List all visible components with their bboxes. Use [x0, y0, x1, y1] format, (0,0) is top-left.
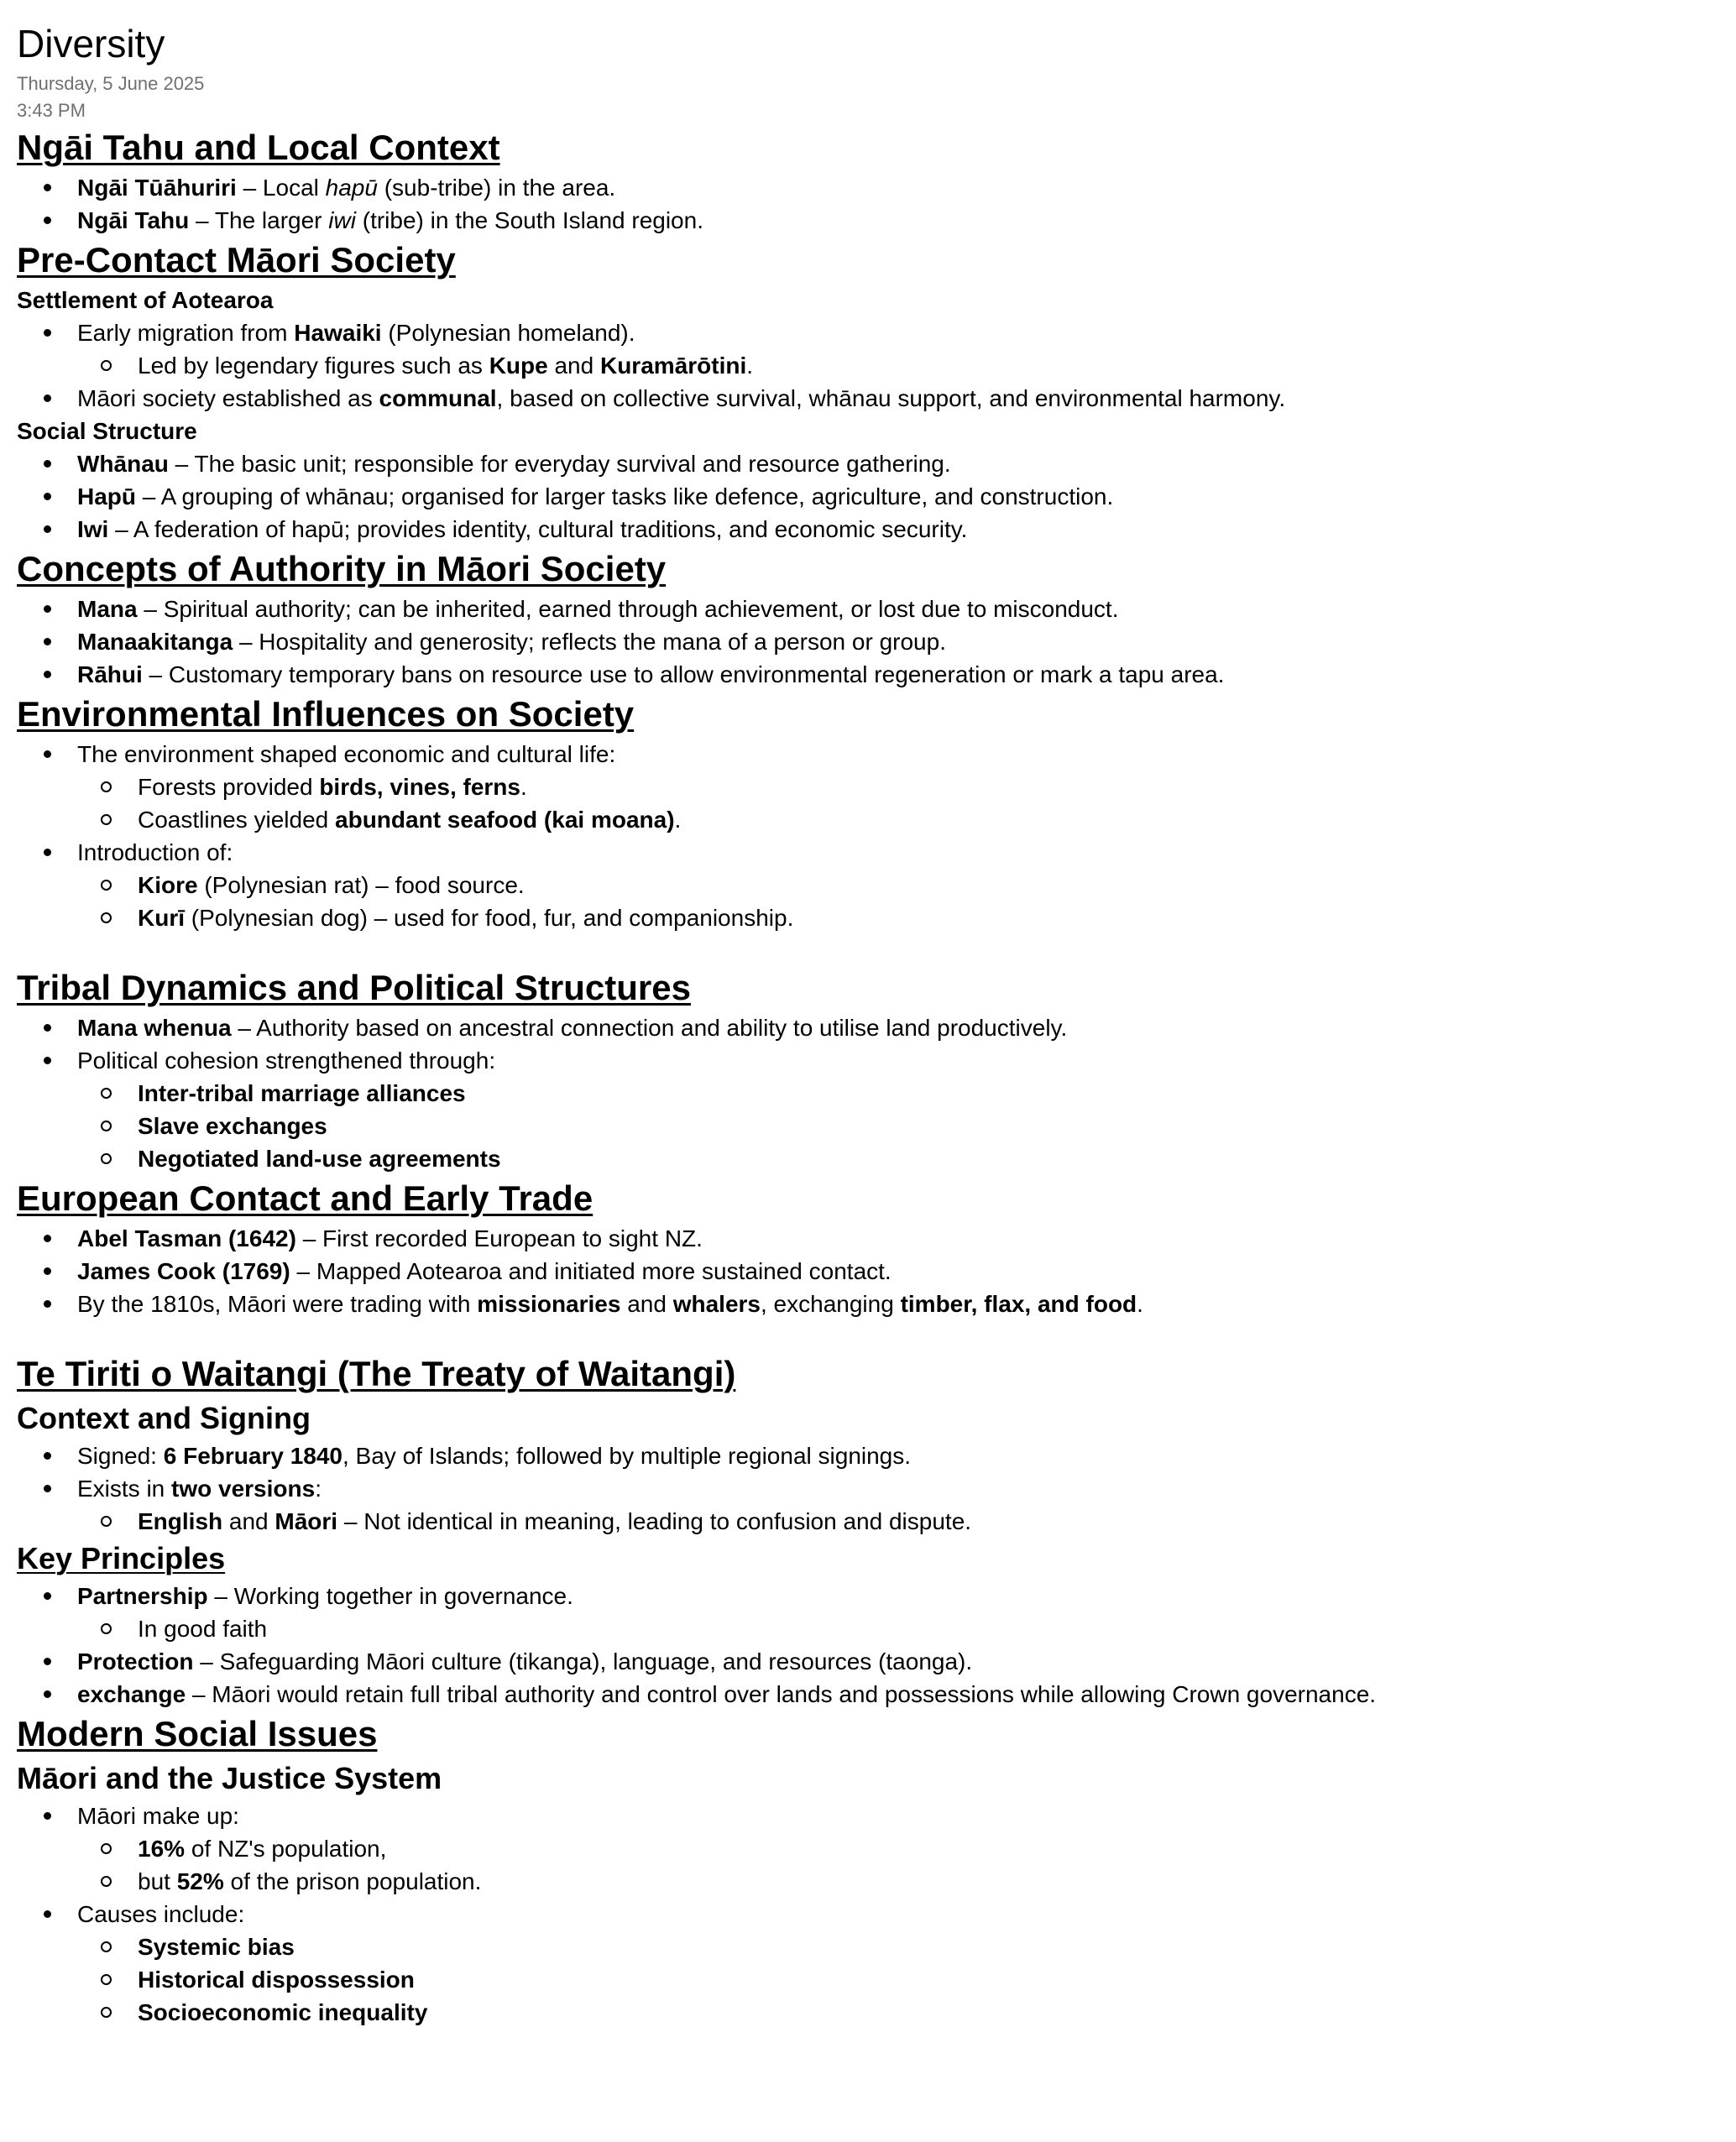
- heading-tribal-dynamics: Tribal Dynamics and Political Structures: [17, 968, 691, 1007]
- list-item: Protection – Safeguarding Māori culture (tikanga), language, and resources (taonga).: [17, 1645, 1712, 1678]
- list-item: Manaakitanga – Hospitality and generosity; reflects the mana of a person or group.: [17, 625, 1712, 658]
- list-item: but 52% of the prison population.: [17, 1865, 1712, 1898]
- list-item: Forests provided birds, vines, ferns.: [17, 771, 1712, 803]
- list-item: 16% of NZ's population,: [17, 1832, 1712, 1865]
- heading-treaty: Te Tiriti o Waitangi (The Treaty of Waitangi): [17, 1354, 736, 1393]
- note-page: [17, 0, 1712, 2029]
- list-item: Māori society established as communal, based on collective survival, whānau support, and environmental harmony.: [17, 382, 1712, 415]
- list-tribal-dynamics: [17, 1011, 1712, 1175]
- list-item: By the 1810s, Māori were trading with missionaries and whalers, exchanging timber, flax, and food.: [17, 1288, 1712, 1320]
- list-social-structure: [17, 447, 1712, 546]
- list-item: Causes include:: [17, 1898, 1712, 1930]
- page-date: Thursday, 5 June 2025: [17, 73, 205, 94]
- list-european-contact: [17, 1222, 1712, 1320]
- list-item: Political cohesion strengthened through:: [17, 1044, 1712, 1077]
- list-item: Partnership – Working together in governance.: [17, 1580, 1712, 1612]
- list-key-principles: [17, 1580, 1712, 1711]
- list-item: Signed: 6 February 1840, Bay of Islands; followed by multiple regional signings.: [17, 1439, 1712, 1472]
- list-authority: [17, 593, 1712, 691]
- list-item: James Cook (1769) – Mapped Aotearoa and initiated more sustained contact.: [17, 1255, 1712, 1288]
- subheading-context-signing: Context and Signing: [17, 1401, 311, 1435]
- list-item: Exists in two versions:: [17, 1472, 1712, 1505]
- list-item: Abel Tasman (1642) – First recorded European to sight NZ.: [17, 1222, 1712, 1255]
- list-justice-system: [17, 1800, 1712, 2029]
- heading-environment: Environmental Influences on Society: [17, 694, 635, 734]
- list-item: Kurī (Polynesian dog) – used for food, fur, and companionship.: [17, 901, 1712, 934]
- list-item: Mana whenua – Authority based on ancestral connection and ability to utilise land productively.: [17, 1011, 1712, 1044]
- heading-european-contact: European Contact and Early Trade: [17, 1178, 593, 1218]
- list-item: Systemic bias: [17, 1930, 1712, 1963]
- list-item: Led by legendary figures such as Kupe and Kuramārōtini.: [17, 349, 1712, 382]
- list-item: Māori make up:: [17, 1800, 1712, 1832]
- list-item: Kiore (Polynesian rat) – food source.: [17, 869, 1712, 901]
- list-item: Ngāi Tūāhuriri – Local hapū (sub-tribe) in the area.: [17, 171, 1712, 204]
- list-item: In good faith: [17, 1612, 1712, 1645]
- list-item: Historical dispossession: [17, 1963, 1712, 1996]
- list-item: Coastlines yielded abundant seafood (kai moana).: [17, 803, 1712, 836]
- page-title[interactable]: Diversity: [17, 22, 165, 65]
- list-context-signing: [17, 1439, 1712, 1538]
- list-item: Rāhui – Customary temporary bans on resource use to allow environmental regeneration or mark a tapu area.: [17, 658, 1712, 691]
- list-item: Introduction of:: [17, 836, 1712, 869]
- subheading-key-principles: Key Principles: [17, 1541, 226, 1575]
- spacer: [17, 1320, 1712, 1351]
- label-social-structure: Social Structure: [17, 418, 197, 444]
- list-item: English and Māori – Not identical in meaning, leading to confusion and dispute.: [17, 1505, 1712, 1538]
- list-item: Hapū – A grouping of whānau; organised for larger tasks like defence, agriculture, and construction.: [17, 480, 1712, 513]
- list-item: Whānau – The basic unit; responsible for everyday survival and resource gathering.: [17, 447, 1712, 480]
- list-item: Slave exchanges: [17, 1110, 1712, 1142]
- page-time: 3:43 PM: [17, 100, 86, 121]
- heading-authority: Concepts of Authority in Māori Society: [17, 549, 667, 588]
- list-item: Early migration from Hawaiki (Polynesian homeland).: [17, 316, 1712, 349]
- heading-modern-issues: Modern Social Issues: [17, 1714, 378, 1753]
- label-settlement: Settlement of Aotearoa: [17, 287, 274, 313]
- spacer: [17, 934, 1712, 964]
- heading-pre-contact: Pre-Contact Māori Society: [17, 240, 456, 280]
- list-item: Negotiated land-use agreements: [17, 1142, 1712, 1175]
- list-settlement: [17, 316, 1712, 415]
- list-item: Iwi – A federation of hapū; provides identity, cultural traditions, and economic security.: [17, 513, 1712, 546]
- list-item: exchange – Māori would retain full tribal authority and control over lands and possessions while allowing Crown governance.: [17, 1678, 1712, 1711]
- list-item: The environment shaped economic and cultural life:: [17, 738, 1712, 771]
- subheading-justice-system: Māori and the Justice System: [17, 1761, 442, 1795]
- list-item: Socioeconomic inequality: [17, 1996, 1712, 2029]
- heading-ngai-tahu: Ngāi Tahu and Local Context: [17, 128, 500, 167]
- list-environment: [17, 738, 1712, 934]
- list-item: Ngāi Tahu – The larger iwi (tribe) in the South Island region.: [17, 204, 1712, 237]
- list-item: Inter-tribal marriage alliances: [17, 1077, 1712, 1110]
- list-ngai-tahu: [17, 171, 1712, 237]
- list-item: Mana – Spiritual authority; can be inherited, earned through achievement, or lost due to misconduct.: [17, 593, 1712, 625]
